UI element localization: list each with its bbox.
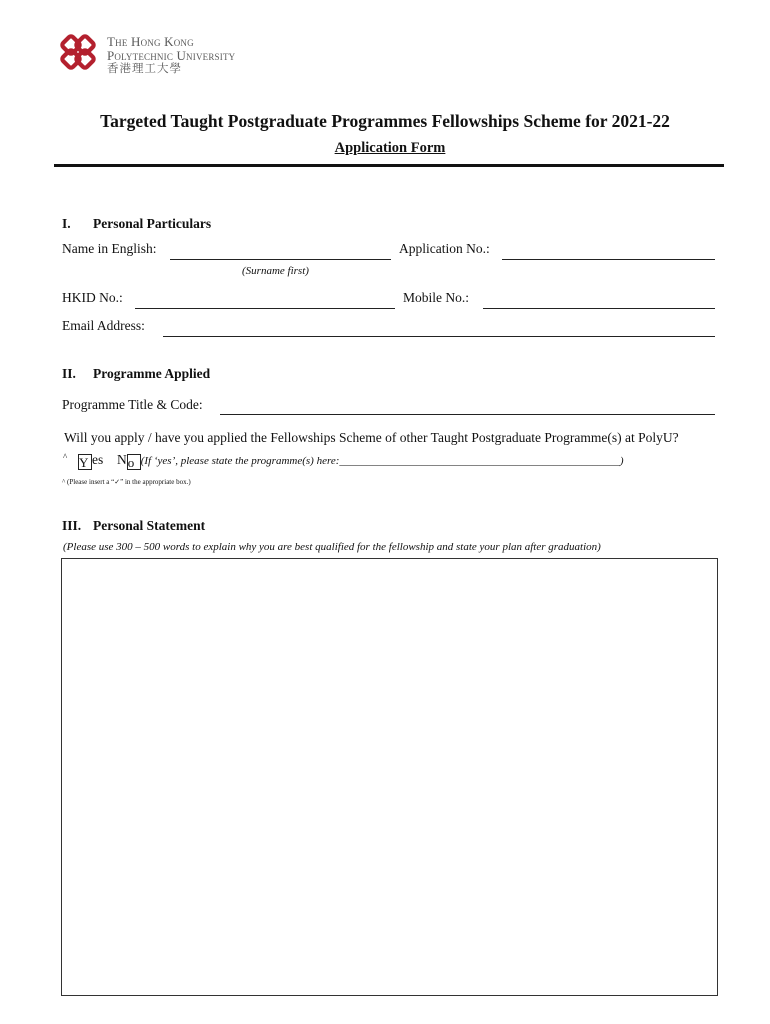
section-3-number: III. [62,518,82,533]
section-2-heading [62,366,210,382]
no-checkbox[interactable] [127,454,141,470]
section-1-title: Personal Particulars [93,216,212,231]
university-name-en-2: Polytechnic University [107,47,236,63]
polyu-logo-icon [56,33,104,77]
section-1-heading [62,216,211,232]
section-2-title: Programme Applied [93,366,211,381]
yes-checkbox-letter: Y [78,455,89,470]
yes-checkbox[interactable] [78,454,92,470]
caret-mark: ^ [63,452,68,462]
email-field[interactable] [163,336,715,337]
form-title: Targeted Taught Postgraduate Programmes Fellowships Scheme for 2021-22 [100,111,670,131]
personal-statement-textarea[interactable] [61,558,718,996]
university-name-zh: 香港理工大學 [107,61,182,75]
programme-label: Programme Title & Code: [62,397,203,412]
no-checkbox-letter: o [127,455,135,470]
section-3-heading [62,518,205,534]
university-name-en-1: The Hong Kong [107,34,194,49]
application-no-label: Application No.: [399,241,490,256]
section-2-number: II. [62,366,76,381]
programme-field[interactable] [220,414,715,415]
section-3-title: Personal Statement [93,518,206,533]
yes-no-row [63,452,624,470]
yes-label: es [91,452,104,467]
hkid-field[interactable] [135,308,395,309]
statement-instruction: (Please use 300 – 500 words to explain why you are best qualified for the fellowship and state your plan after graduation) [63,541,601,553]
no-label-prefix: N [116,452,127,467]
name-field[interactable] [170,259,391,260]
checkbox-footnote: ^ (Please insert a “✓” in the appropriate box.) [62,478,191,486]
name-hint: (Surname first) [242,265,309,277]
if-yes-text: (If ‘yes’, please state the programme(s) here:___________________________________________________) [140,455,624,467]
title-divider [54,164,724,167]
name-label: Name in English: [62,241,157,256]
email-label: Email Address: [62,318,145,333]
mobile-label: Mobile No.: [403,290,469,305]
application-no-field[interactable] [502,259,715,260]
form-subtitle: Application Form [334,140,446,156]
mobile-field[interactable] [483,308,715,309]
section-1-number: I. [62,216,71,231]
hkid-label: HKID No.: [62,290,123,305]
university-name [107,35,235,76]
other-programme-question: Will you apply / have you applied the Fellowships Scheme of other Taught Postgraduate Programme(s) at PolyU? [64,430,679,445]
